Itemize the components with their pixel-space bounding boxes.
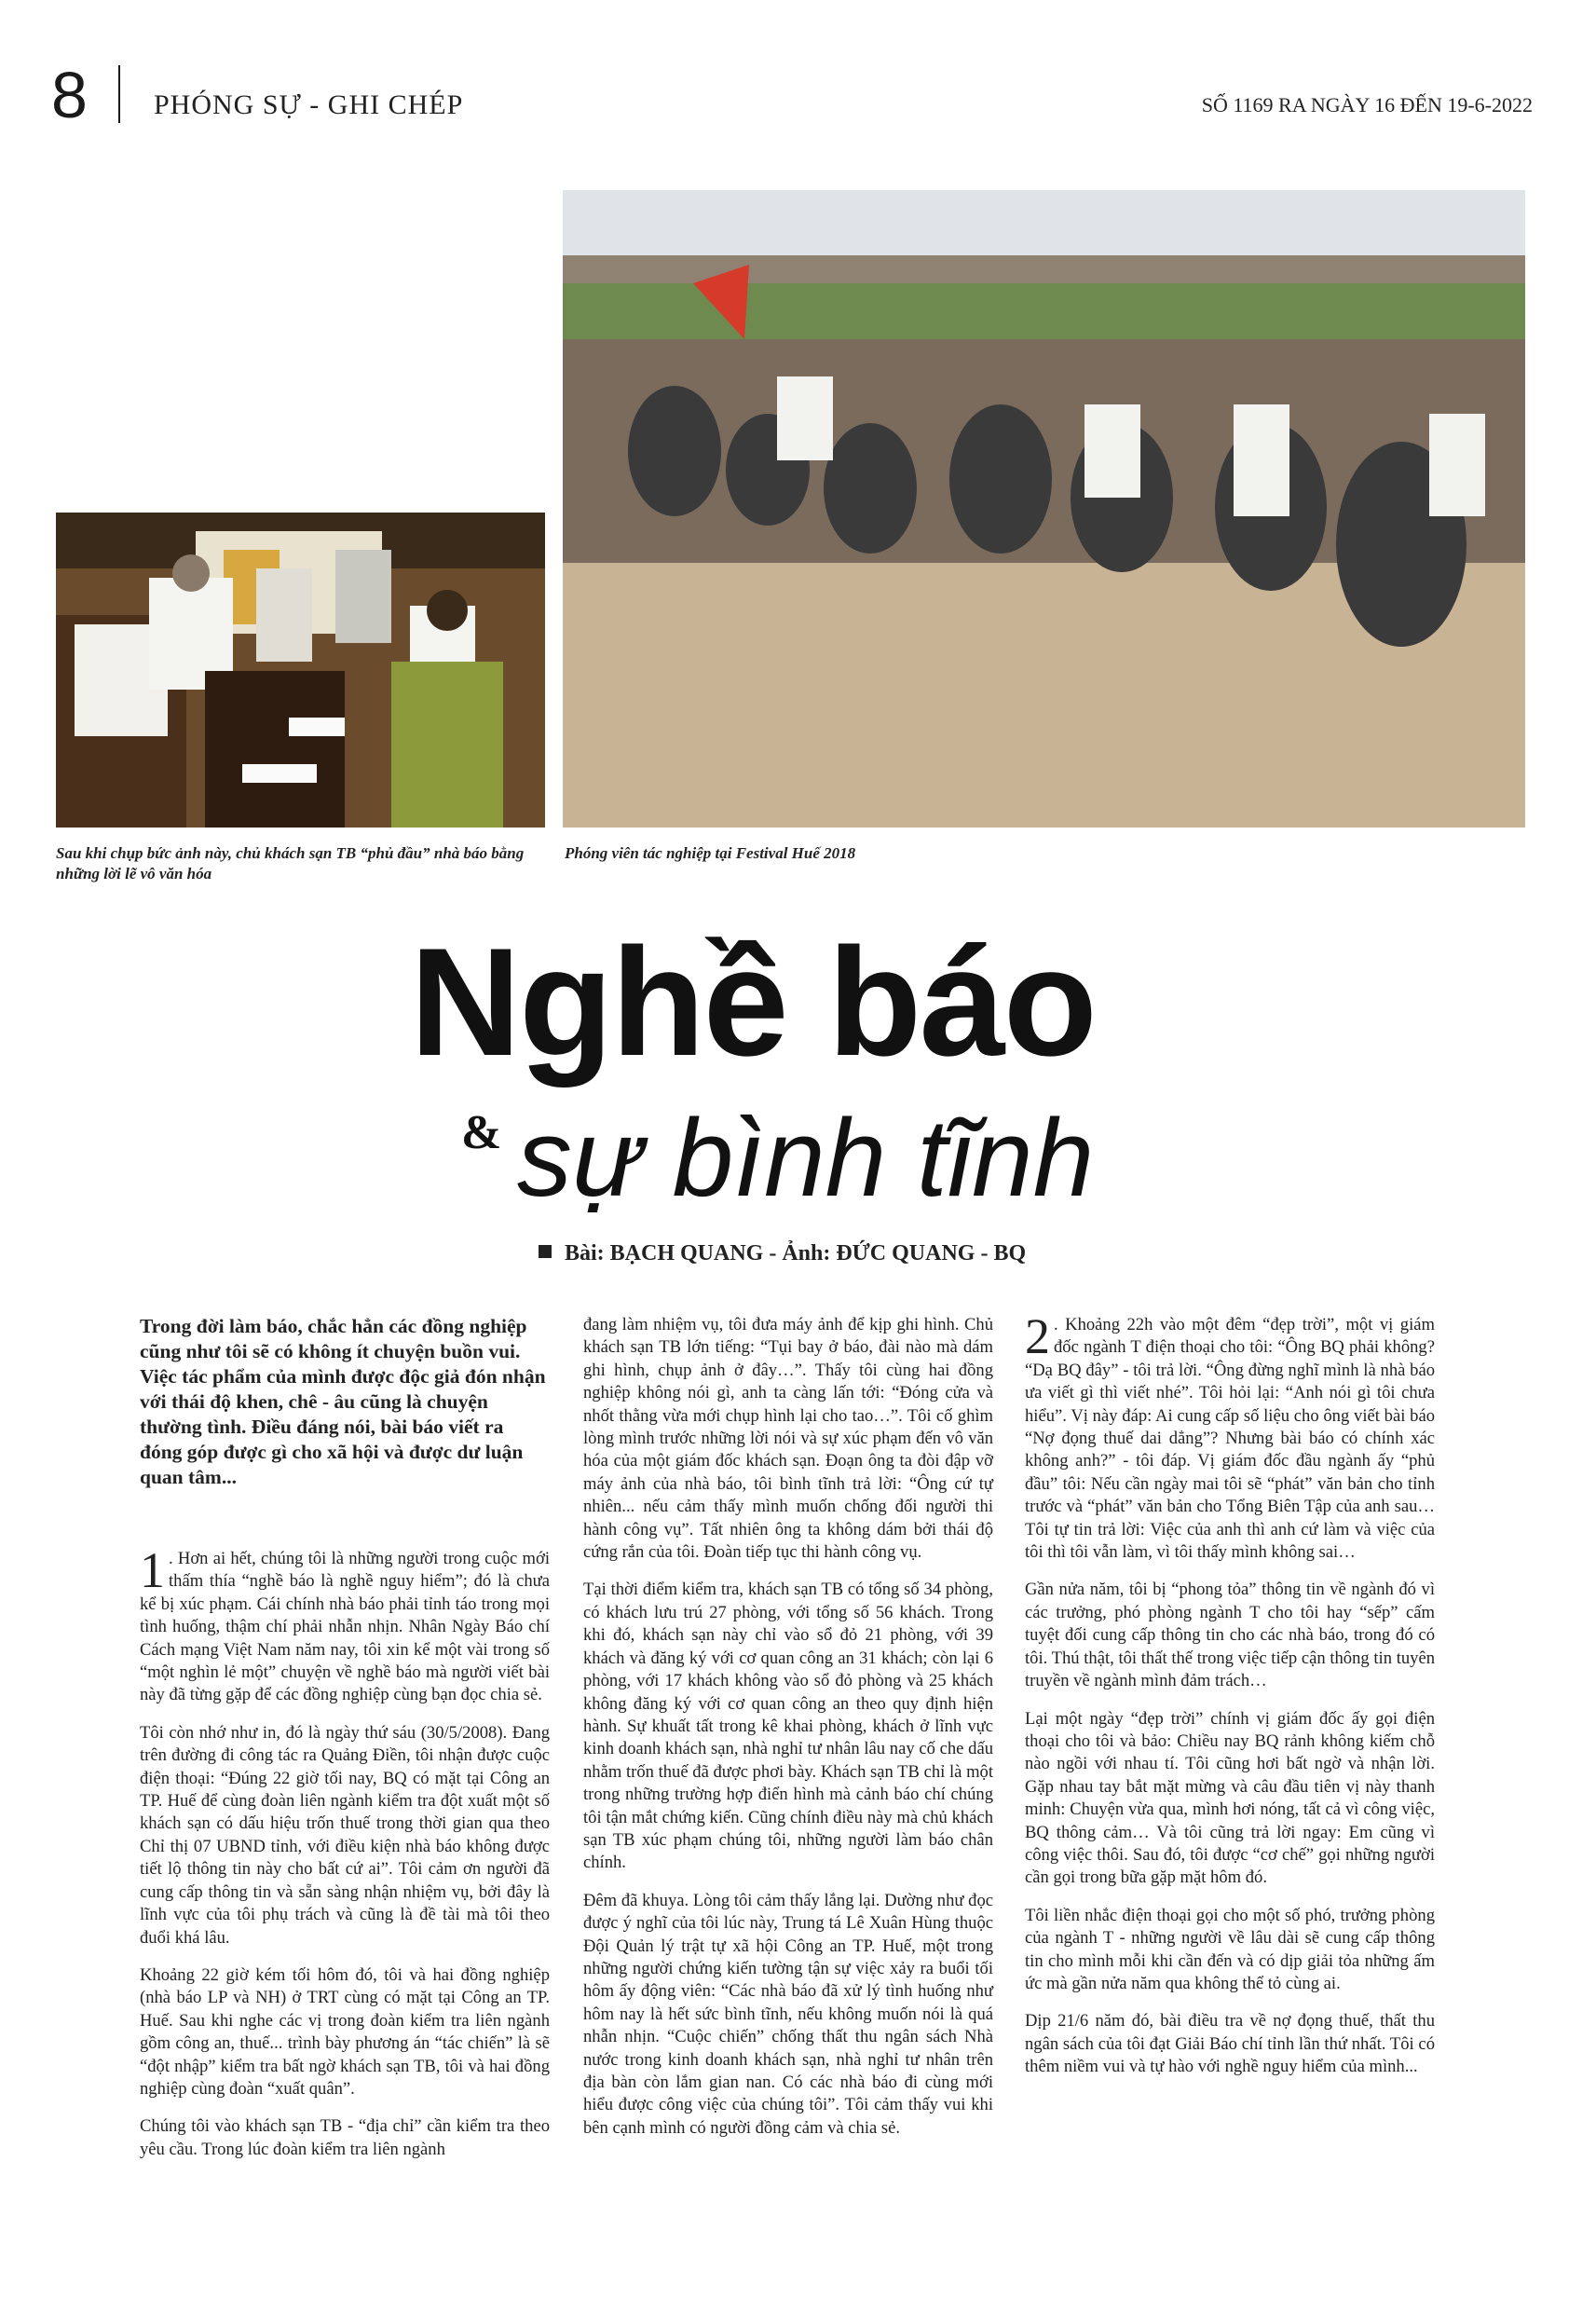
article-title: Nghề báo bbox=[410, 916, 1096, 1088]
issue-info: SỐ 1169 RA NGÀY 16 ĐẾN 19-6-2022 bbox=[1201, 93, 1533, 116]
photo-festival-journalists bbox=[563, 190, 1525, 828]
paragraph bbox=[140, 1542, 550, 1707]
article-subtitle: sự bình tĩnh bbox=[517, 1097, 1095, 1220]
paragraph: Gần nửa năm, tôi bị “phong tỏa” thông tin về ngành đó vì các trưởng, phó phòng ngành T cho tôi hay “sếp” cấm tuyệt đối cung cấp thông tin cho các nhà báo, trong đó có tôi. Thú thật, tôi thất thế trong việc tiếp cận thông tin tuyên truyền về ngành mình đảm trách… bbox=[1025, 1580, 1435, 1691]
paragraph: Dịp 21/6 năm đó, bài điều tra về nợ đọng thuế, thất thu ngân sách của tôi đạt Giải Báo chí tỉnh lần thứ nhất. Tôi có thêm niềm vui và tự hào với nghề nguy hiểm của mình... bbox=[1025, 2011, 1435, 2077]
byline-text: Bài: BẠCH QUANG - Ảnh: ĐỨC QUANG - BQ bbox=[565, 1241, 1027, 1265]
photo-hotel-inspection bbox=[56, 513, 545, 828]
paragraph: Chúng tôi vào khách sạn TB - “địa chỉ” cần kiểm tra theo yêu cầu. Trong lúc đoàn kiểm tra liên ngành bbox=[140, 2116, 550, 2159]
paragraph: Tôi liền nhắc điện thoại gọi cho một số phó, trưởng phòng của ngành T - những người về lâu dài sẽ cung cấp thông tin cho mình mỗi khi cần đến và có dịp giải tỏa những ấm ức mà gần nửa năm qua không thể tỏ cùng ai. bbox=[1025, 1905, 1435, 1993]
drop-cap: 2 bbox=[1025, 1308, 1050, 1364]
paragraph: đang làm nhiệm vụ, tôi đưa máy ảnh để kịp ghi hình. Chủ khách sạn TB lớn tiếng: “Tụi bay ở báo, đài nào mà dám ghi hình, chụp ảnh ở đây…”. Thấy tôi cùng hai đồng nghiệp không nói gì, anh ta càng lấn tới: “Đóng cửa và nhốt thằng vừa mới chụp hình lại cho tao…”. Tôi cố ghìm lòng mình trước những lời nói và sự xúc phạm đến vô văn hóa của một giám đốc khách sạn. Đoạn ông ta đòi đập vỡ máy ảnh của nhà báo, tôi bình tĩnh trả lời: “Ông cứ tự nhiên... nếu cảm thấy mình muốn chống đối người thi hành công vụ”. Tất nhiên ông ta không dám bởi thái độ cứng rắn của tôi. Đoàn tiếp tục thi hành công vụ. bbox=[583, 1315, 993, 1563]
paragraph-text: . Khoảng 22h vào một đêm “đẹp trời”, một vị giám đốc ngành T điện thoại cho tôi: “Ông BQ phải không? “Dạ BQ đây” - tôi trả lời. “Ông đừng nghĩ mình là nhà báo ưa viết gì thì viết nhé”. Tôi hỏi lại: “Anh nói gì tôi chưa hiểu”. Vị này đáp: Ai cung cấp số liệu cho ông viết bài báo “Nợ đọng thuế dai dẳng”? Nhưng bài báo có chính xác không anh?” - tôi đáp. Vị giám đốc đầu ngành ấy “phủ đầu” tôi: Nếu cần ngày mai tôi sẽ “phát” văn bản cho tỉnh trước và “phát” văn bản cho Tổng Biên Tập của anh sau… Tôi tự tin trả lời: Việc của anh thì anh cứ làm và việc của tôi thì tôi vẫn làm, vì tôi thấy mình không sai… bbox=[1025, 1315, 1435, 1563]
photo-hotel-inspection-illustration bbox=[56, 513, 545, 828]
article-column-3 bbox=[1025, 1308, 1435, 2094]
article-column-1 bbox=[140, 1314, 550, 2176]
paragraph: Tại thời điểm kiểm tra, khách sạn TB có tổng số 34 phòng, có khách lưu trú 27 phòng, với tổng số 56 khách. Trong khi đó, khách sạn này chỉ vào sổ đỏ 21 phòng, với 39 khách và đăng ký với cơ quan công an 31 khách; còn lại 6 phòng, với 17 khách không vào sổ đỏ phòng và 25 khách không đăng ký với cơ quan công an theo quy định hiện hành. Sự khuất tất trong kê khai phòng, khách ở lĩnh vực kinh doanh khách sạn, nhà nghỉ tư nhân lâu nay cố che dấu nhằm trốn thuế đã được phơi bày. Khách sạn TB chỉ là một trong những trường hợp điển hình mà cảnh báo chí chúng tôi tận mắt chứng kiến. Cũng chính điều này mà chủ khách sạn TB xúc phạm chúng tôi, những người làm báo chân chính. bbox=[583, 1580, 993, 1873]
paragraph: Lại một ngày “đẹp trời” chính vị giám đốc ấy gọi điện thoại cho tôi và bảo: Chiều nay BQ rảnh không kiếm chỗ nào ngồi với nhau tí. Tôi cũng hơi bất ngờ và nhận lời. Gặp nhau tay bắt mặt mừng và câu đầu tiên vị này thanh minh: Chuyện vừa qua, mình hơi nóng, tất cả vì công việc, BQ thông cảm… Và tôi cũng trả lời ngay: Em cũng vì công việc thôi. Sau đó, tôi được “cơ chế” gọi những người cần gọi trong bữa gặp mặt hôm đó. bbox=[1025, 1708, 1435, 1888]
article-title-ampersand: & bbox=[461, 1106, 502, 1159]
page-header bbox=[51, 58, 1533, 132]
paragraph-text: . Hơn ai hết, chúng tôi là những người trong cuộc mới thấm thía “nghề báo là nghề nguy hiểm”; đó là chưa kể bị xúc phạm. Cái chính nhà báo phải tỉnh táo trong mọi tình huống, thậm chí phải nhẫn nhịn. Nhân Ngày Báo chí Cách mạng Việt Nam năm nay, tôi xin kể một vài trong số “một nghìn lẻ một” chuyện về nghề báo mà người viết bài này đã từng gặp để các đồng nghiệp cùng bạn đọc chia sẻ. bbox=[140, 1549, 550, 1705]
caption-hotel-photo: Sau khi chụp bức ảnh này, chủ khách sạn TB “phủ đầu” nhà báo bằng những lời lẽ vô văn hóa bbox=[56, 844, 525, 882]
drop-cap: 1 bbox=[140, 1542, 165, 1598]
article-column-2 bbox=[583, 1314, 993, 2155]
photo-festival-journalists-illustration bbox=[563, 190, 1525, 828]
bullet-square-icon bbox=[539, 1245, 552, 1258]
article-lead: Trong đời làm báo, chắc hẳn các đồng nghiệp cũng như tôi sẽ có không ít chuyện buồn vui. Việc tác phẩm của mình được độc giả đón nhận với thái độ khen, chê - âu cũng là chuyện thường tình. Điều đáng nói, bài báo viết ra đóng góp được gì cho xã hội và được dư luận quan tâm... bbox=[140, 1315, 546, 1488]
byline bbox=[539, 1241, 1026, 1266]
paragraph bbox=[1025, 1308, 1435, 1564]
paragraph: Đêm đã khuya. Lòng tôi cảm thấy lắng lại. Dường như đọc được ý nghĩ của tôi lúc này, Trung tá Lê Xuân Hùng thuộc Đội Quản lý trật tự xã hội Công an TP. Huế, một trong những người chứng kiến tường tận sự việc xảy ra buổi tối hôm ấy động viên: “Các nhà báo đã xử lý tình huống như hôm nay là hết sức bình tĩnh, nếu không muốn nói là quá nhẫn nhịn. “Cuộc chiến” chống thất thu ngân sách Nhà nước trong kinh doanh khách sạn, nhà nghỉ tư nhân trên địa bàn còn lắm gian nan. Có các nhà báo đi cùng mới hiểu được công việc của chúng tôi”. Tôi cảm thấy vui khi bên cạnh mình có người đồng cảm và chia sẻ. bbox=[583, 1890, 993, 2138]
header-divider bbox=[118, 65, 120, 123]
caption-festival-photo: Phóng viên tác nghiệp tại Festival Huế 2018 bbox=[565, 844, 856, 862]
page-number: 8 bbox=[51, 59, 88, 131]
paragraph: Tôi còn nhớ như in, đó là ngày thứ sáu (30/5/2008). Đang trên đường đi công tác ra Quảng Điền, tôi nhận được cuộc điện thoại: “Đúng 22 giờ tối nay, BQ có mặt tại Công an TP. Huế để cùng đoàn liên ngành kiểm tra đột xuất một số khách sạn có dấu hiệu trốn thuế trong thời gian qua theo Chỉ thị 07 UBND tỉnh, với điều kiện nhà báo không được tiết lộ thông tin này cho bất cứ ai”. Tôi cảm ơn người đã cung cấp thông tin và sẵn sàng nhận nhiệm vụ, bởi đây là lĩnh vực của tôi phụ trách và cũng là đề tài mà tôi theo đuổi khá lâu. bbox=[140, 1722, 550, 1948]
section-title: PHÓNG SỰ - GHI CHÉP bbox=[154, 89, 464, 120]
paragraph: Khoảng 22 giờ kém tối hôm đó, tôi và hai đồng nghiệp (nhà báo LP và NH) ở TRT cùng có mặt tại Công an TP. Huế. Sau khi nghe các vị trong đoàn kiểm tra liên ngành gồm công an, thuế... trình bày phương án “tác chiến” là sẽ “đột nhập” kiểm tra bất ngờ khách sạn TB, tôi và hai đồng nghiệp cùng đoàn “xuất quân”. bbox=[140, 1964, 550, 2099]
